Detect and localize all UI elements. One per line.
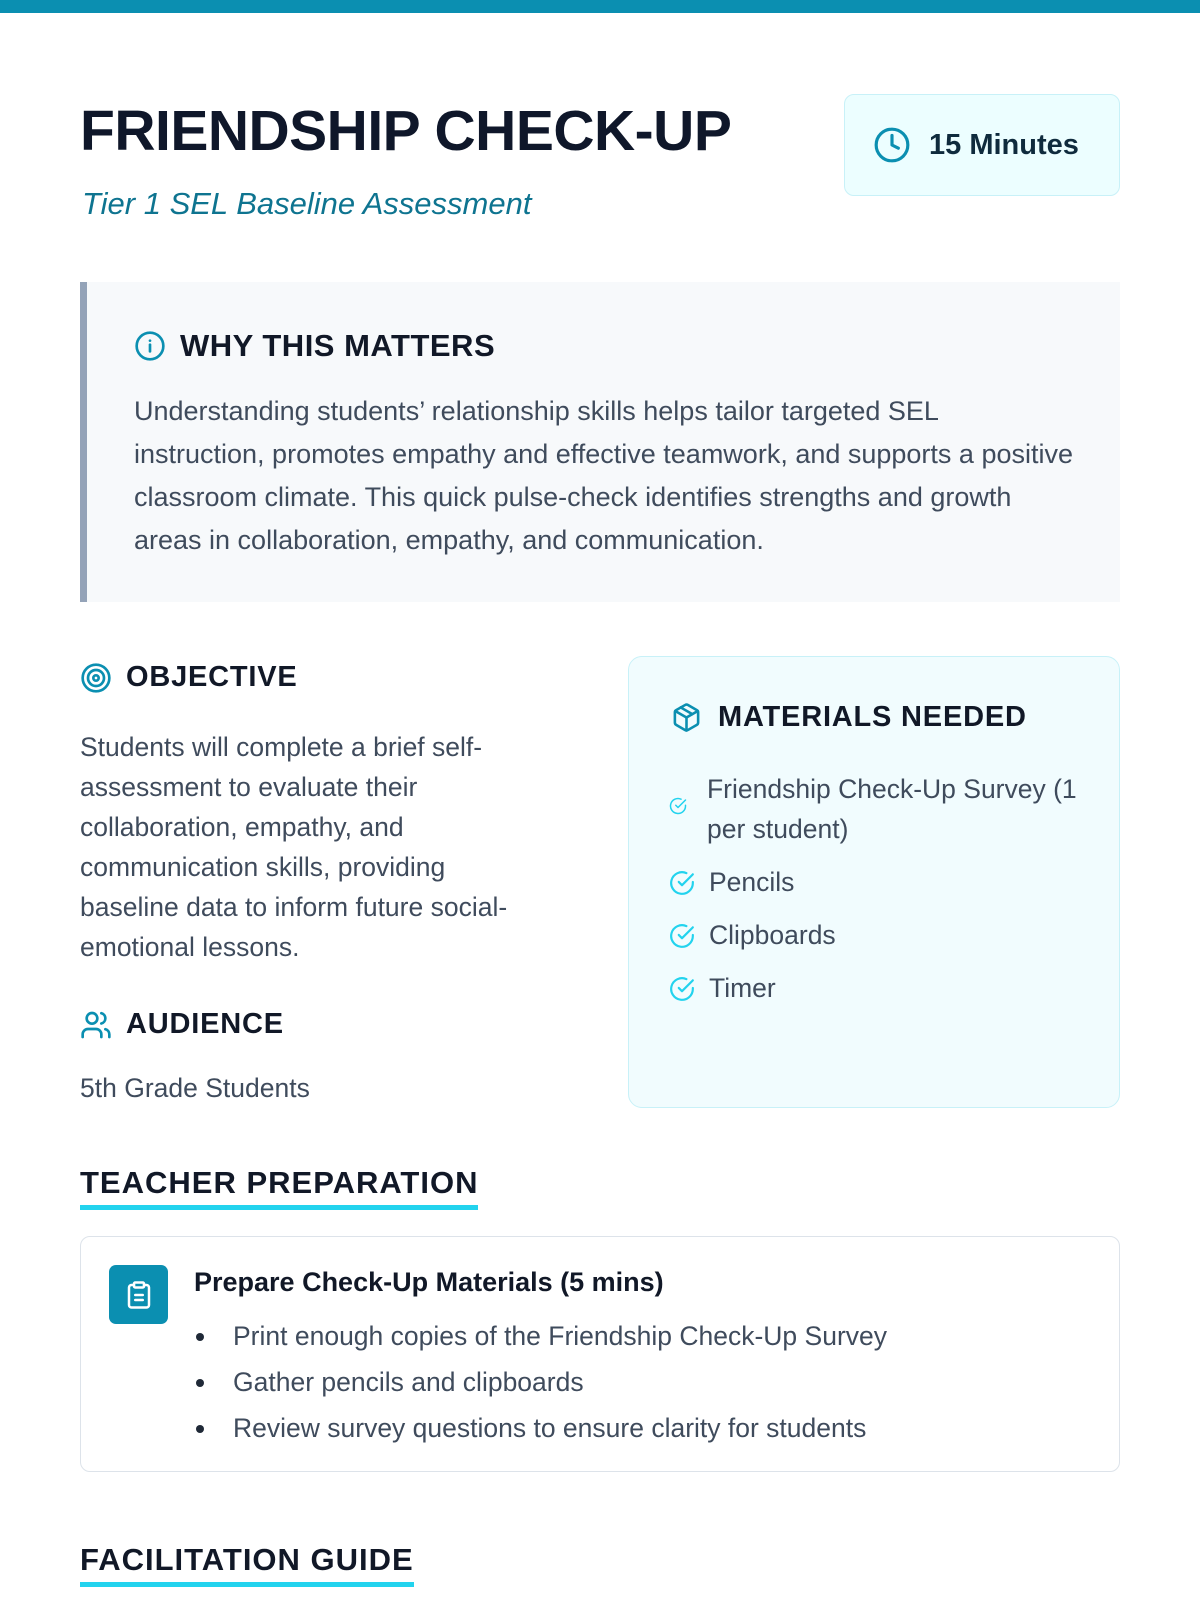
prep-list-item: Review survey questions to ensure clarity for students <box>194 1405 887 1451</box>
why-this-matters-box <box>80 282 1120 602</box>
prep-list <box>194 1313 887 1451</box>
material-label: Timer <box>709 973 776 1003</box>
materials-title: MATERIALS NEEDED <box>718 701 1027 733</box>
duration-label: 15 Minutes <box>929 128 1079 161</box>
materials-list <box>669 769 1099 1021</box>
material-label: Pencils <box>709 867 795 897</box>
page-title: FRIENDSHIP CHECK-UP <box>80 99 732 163</box>
why-body: Understanding students’ relationship skills helps tailor targeted SEL instruction, promotes empathy and effective teamwork, and supports a positive classroom climate. This quick pulse-check identifies strengths and growth areas in collaboration, empathy, and communication. <box>134 396 1073 555</box>
why-title: WHY THIS MATTERS <box>180 328 496 363</box>
objective-body: Students will complete a brief self-assessment to evaluate their collaboration, empathy, and communication skills, providing baseline data to inform future social-emotional lessons. <box>80 732 508 962</box>
duration-badge <box>844 94 1120 196</box>
users-icon <box>80 1009 112 1041</box>
target-icon <box>80 662 112 694</box>
clipboard-icon <box>124 1280 154 1310</box>
material-label: Friendship Check-Up Survey (1 per student) <box>707 774 1077 844</box>
top-accent-bar <box>0 0 1200 13</box>
audience-heading <box>80 1008 284 1041</box>
objective-title: OBJECTIVE <box>126 661 298 693</box>
prep-icon-tile <box>109 1265 168 1324</box>
check-circle-icon <box>669 976 695 1002</box>
audience-title: AUDIENCE <box>126 1008 284 1040</box>
page-subtitle: Tier 1 SEL Baseline Assessment <box>82 186 532 221</box>
audience-body: 5th Grade Students <box>80 1073 310 1103</box>
clock-icon <box>873 126 911 164</box>
materials-heading <box>671 701 1027 734</box>
check-circle-icon <box>669 870 695 896</box>
facilitation-guide-heading: FACILITATION GUIDE <box>80 1542 414 1587</box>
info-icon <box>134 330 166 362</box>
material-item <box>669 915 1099 955</box>
why-heading <box>134 328 495 364</box>
package-icon <box>671 702 702 733</box>
material-label: Clipboards <box>709 920 836 950</box>
objective-heading <box>80 661 298 694</box>
prep-list-item: Gather pencils and clipboards <box>194 1359 887 1405</box>
prep-card <box>80 1236 1120 1472</box>
check-circle-icon <box>669 797 687 815</box>
materials-box <box>628 656 1120 1108</box>
teacher-preparation-heading: TEACHER PREPARATION <box>80 1165 478 1210</box>
prep-card-title: Prepare Check-Up Materials (5 mins) <box>194 1267 664 1297</box>
material-item <box>669 769 1099 849</box>
material-item <box>669 862 1099 902</box>
check-circle-icon <box>669 923 695 949</box>
material-item <box>669 968 1099 1008</box>
prep-list-item: Print enough copies of the Friendship Check-Up Survey <box>194 1313 887 1359</box>
